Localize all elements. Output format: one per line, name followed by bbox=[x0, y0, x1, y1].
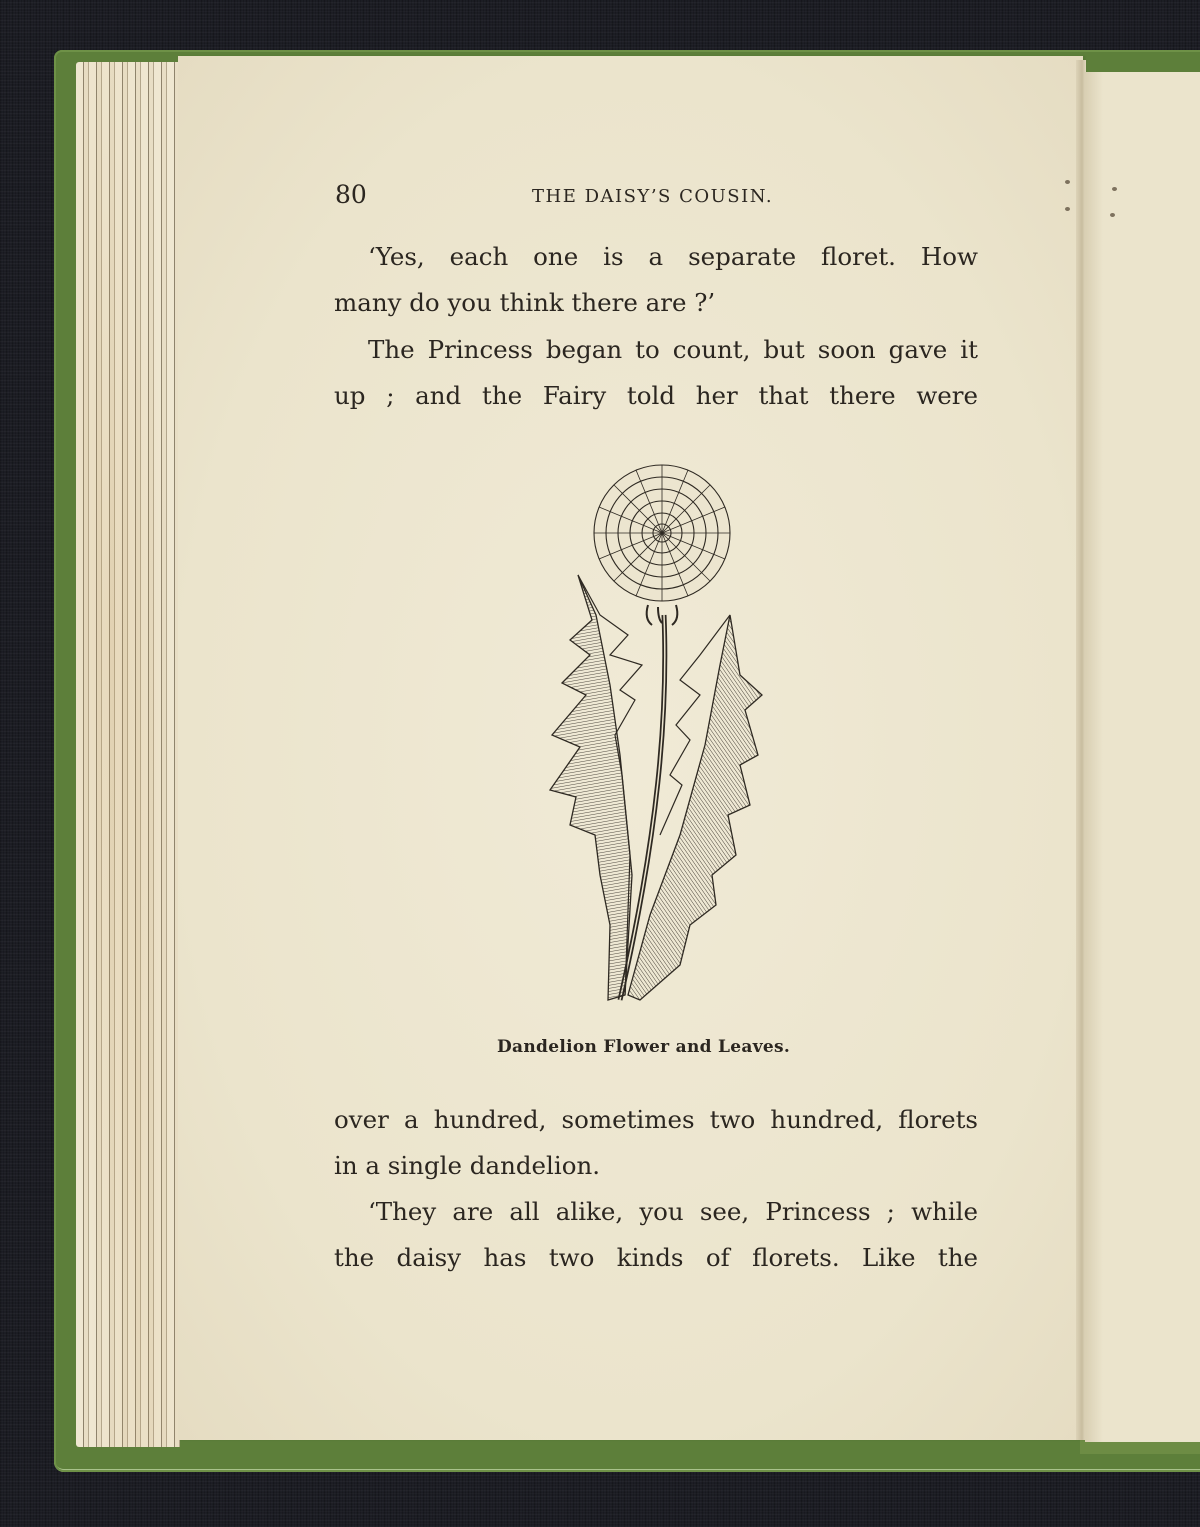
paragraph bbox=[334, 327, 978, 418]
ink-spot bbox=[1065, 180, 1070, 184]
running-head: THE DAISY’S COUSIN. bbox=[532, 186, 774, 207]
figure-caption: Dandelion Flower and Leaves. bbox=[497, 1037, 791, 1057]
text-line: many do you think there are ?’ bbox=[334, 287, 716, 317]
text-line: over a hundred, sometimes two hundred, florets bbox=[334, 1105, 978, 1134]
paragraph bbox=[334, 234, 978, 325]
ink-spot bbox=[1110, 213, 1115, 217]
paragraph bbox=[334, 1189, 978, 1280]
dandelion-illustration bbox=[540, 455, 780, 1015]
text-line: up ; and the Fairy told her that there were bbox=[334, 380, 978, 410]
dandelion-drawing-icon bbox=[540, 455, 780, 1015]
text-line: The Princess began to count, but soon gave it bbox=[368, 335, 978, 364]
paragraph bbox=[334, 1097, 978, 1188]
text-line: ‘They are all alike, you see, Princess ; while bbox=[368, 1197, 978, 1226]
ink-spot bbox=[1112, 187, 1117, 191]
ink-spot bbox=[1065, 207, 1070, 211]
page-number: 80 bbox=[335, 180, 367, 209]
page-header bbox=[335, 180, 975, 220]
text-line: in a single dandelion. bbox=[334, 1150, 601, 1180]
text-line: ‘Yes, each one is a separate floret. How bbox=[368, 242, 978, 271]
facing-page bbox=[1085, 72, 1200, 1442]
book-cover-edge bbox=[1080, 1440, 1200, 1454]
page-edges bbox=[76, 62, 180, 1447]
text-line: the daisy has two kinds of florets. Like the bbox=[334, 1242, 978, 1272]
